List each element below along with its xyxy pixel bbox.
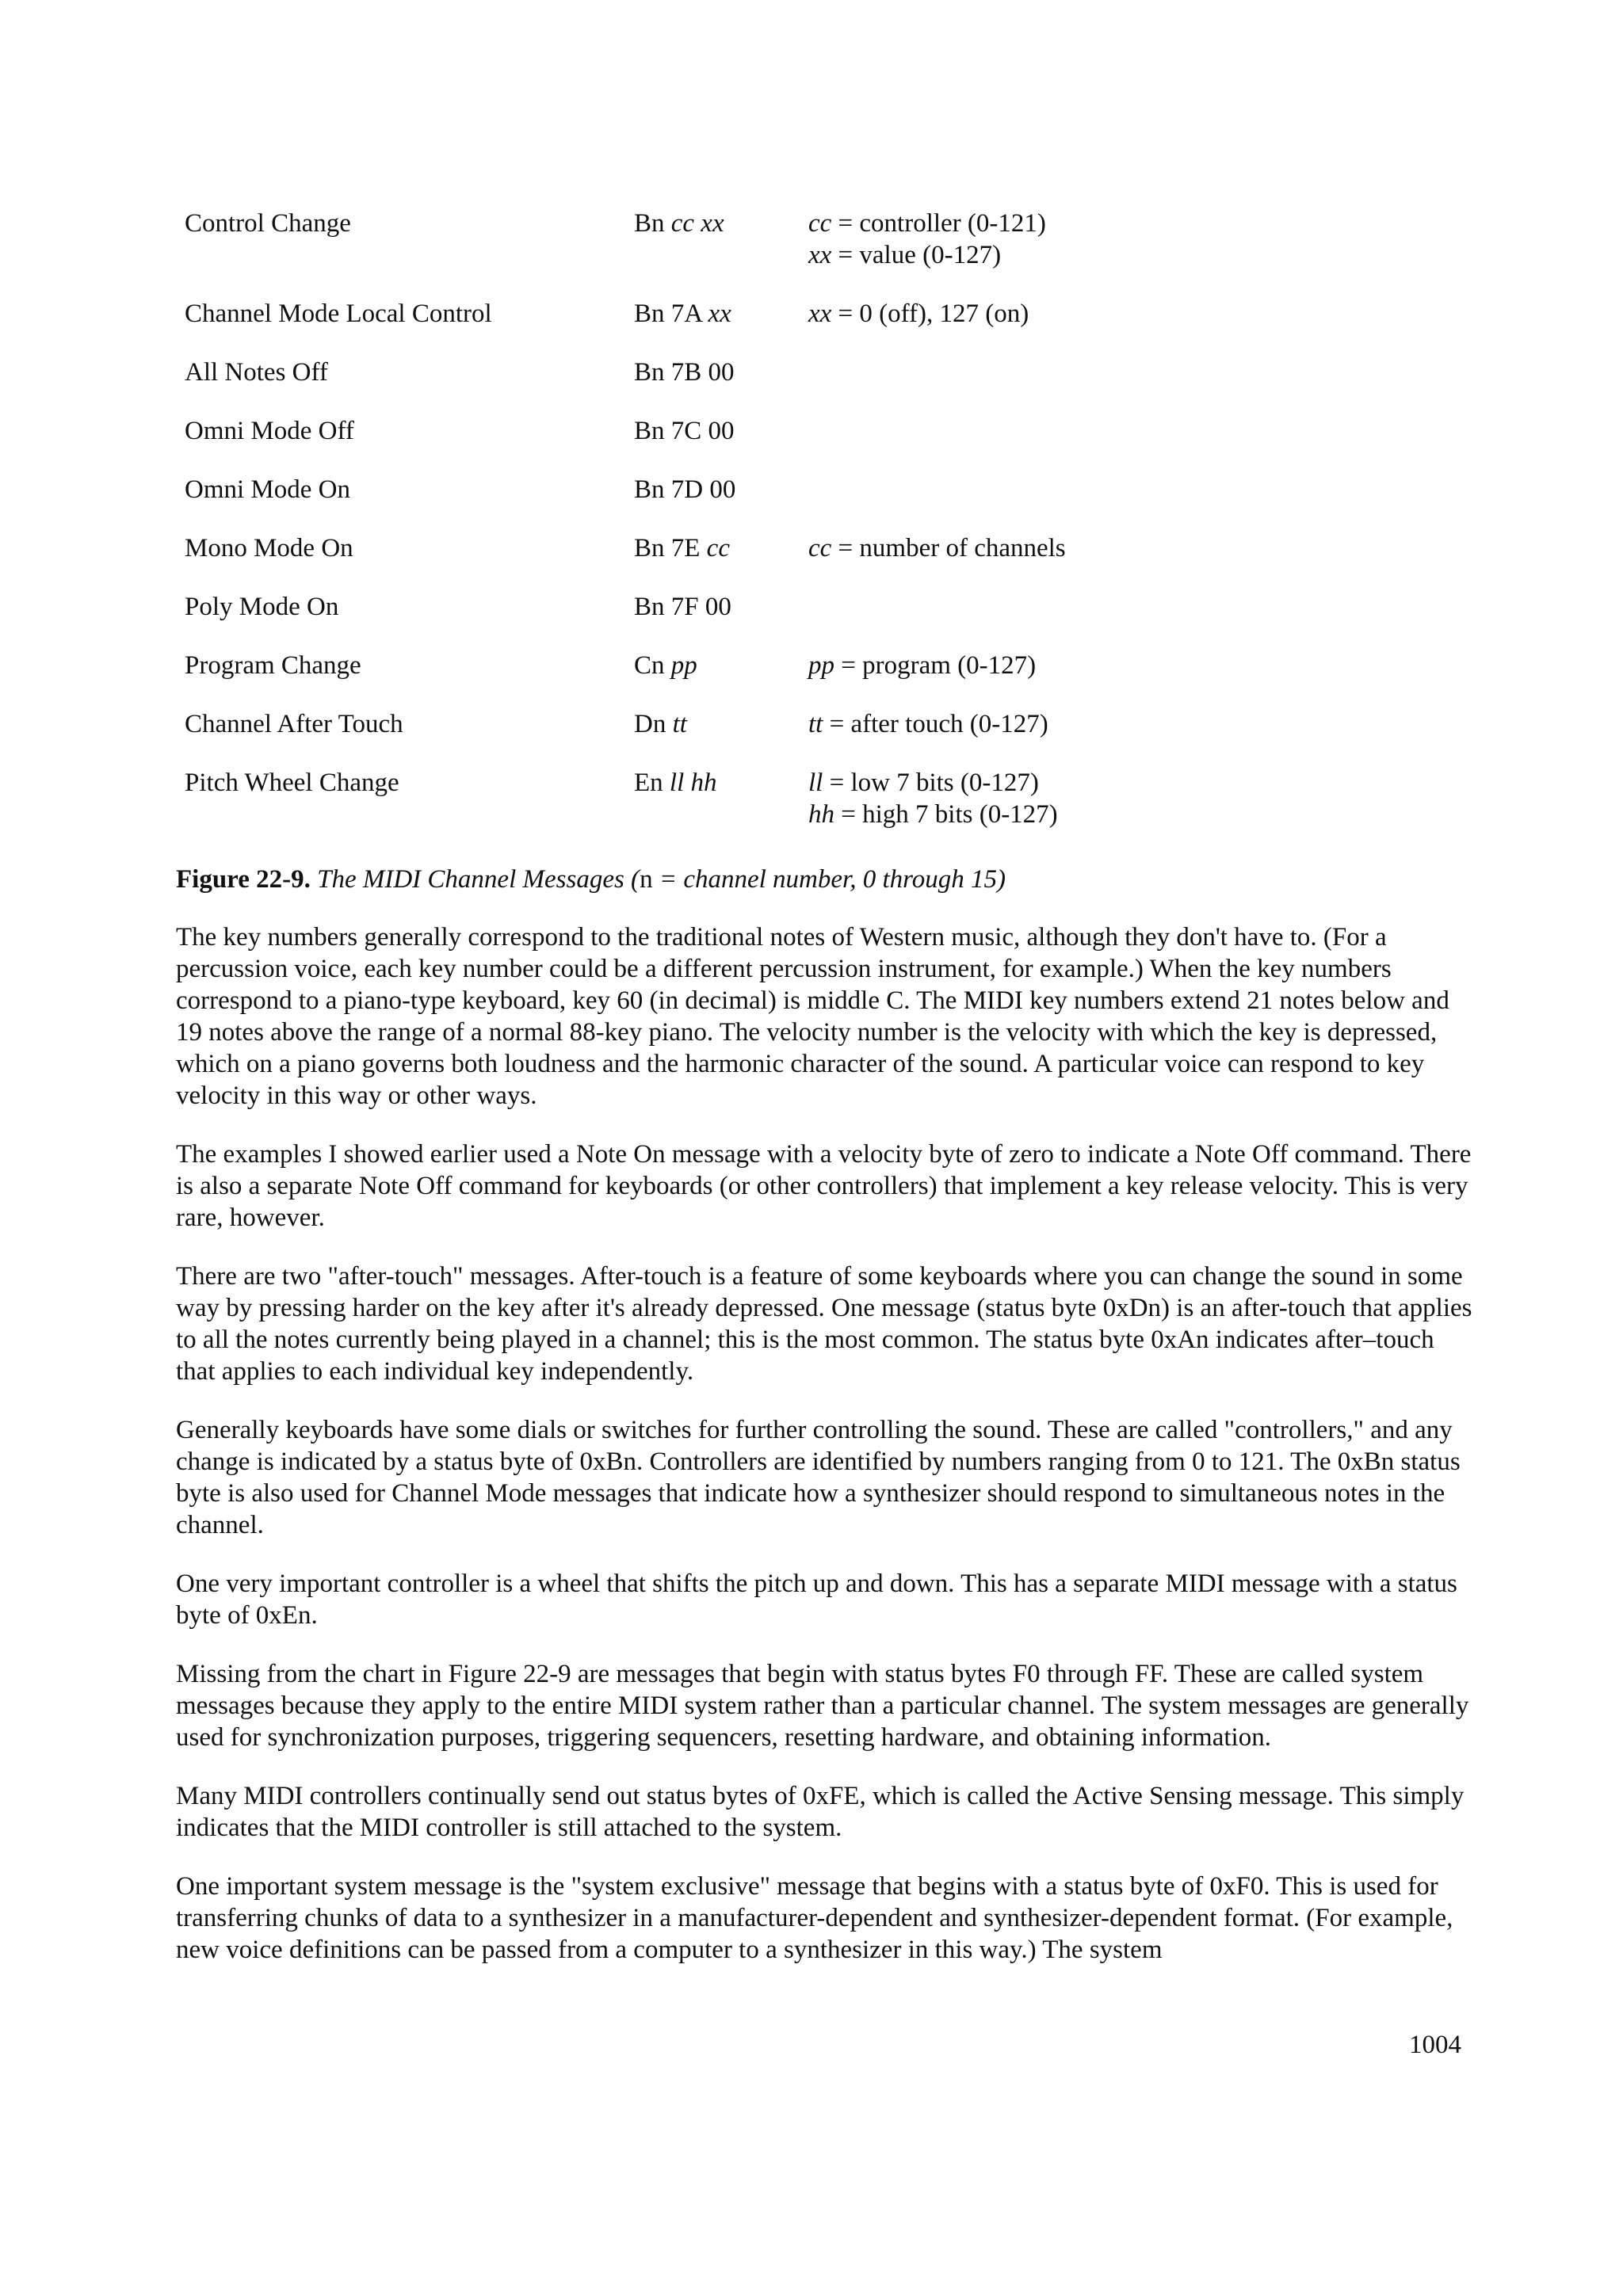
description-line bbox=[808, 239, 1453, 271]
message-name: Program Change bbox=[185, 651, 361, 680]
message-description bbox=[808, 591, 1453, 623]
description-variable: cc bbox=[808, 209, 832, 238]
table-row bbox=[185, 208, 1453, 271]
bytes-variable: ll hh bbox=[669, 769, 717, 797]
bytes-fixed: Bn 7A bbox=[634, 299, 708, 328]
description-variable: xx bbox=[808, 299, 832, 328]
message-description bbox=[808, 357, 1453, 388]
message-name: Omni Mode Off bbox=[185, 417, 354, 445]
message-name: Control Change bbox=[185, 209, 351, 238]
paragraph: Missing from the chart in Figure 22-9 are messages that begin with status bytes F0 through FF. These are called system messages because they apply to the entire MIDI system rather than a particular channel. The system messages are generally used for synchronization purposes, triggering sequencers, resetting hardware, and obtaining information. bbox=[176, 1660, 1469, 1752]
message-bytes bbox=[634, 650, 808, 681]
table-row bbox=[185, 298, 1453, 330]
bytes-variable: xx bbox=[708, 299, 731, 328]
description-line bbox=[808, 708, 1453, 740]
paragraph: Many MIDI controllers continually send out status bytes of 0xFE, which is called the Active Sensing message. This simply indicates that the MIDI controller is still attached to the system. bbox=[176, 1782, 1465, 1842]
message-bytes bbox=[634, 767, 808, 830]
message-description bbox=[808, 650, 1453, 681]
paragraph: Generally keyboards have some dials or switches for further controlling the sound. These are called "controllers," and any change is indicated by a status byte of 0xBn. Controllers are identified by numbers ranging from 0 to 121. The 0xBn status byte is also used for Channel Mode messages that indicate how a synthesizer should respond to simultaneous notes in the channel. bbox=[176, 1416, 1461, 1539]
paragraph: One very important controller is a wheel that shifts the pitch up and down. This has a separate MIDI message with a status byte of 0xEn. bbox=[176, 1569, 1457, 1630]
message-name: Channel Mode Local Control bbox=[185, 299, 492, 328]
bytes-fixed: Bn bbox=[634, 209, 671, 238]
description-line bbox=[808, 650, 1453, 681]
message-bytes bbox=[634, 208, 808, 271]
description-line bbox=[808, 799, 1453, 830]
description-variable: xx bbox=[808, 241, 832, 269]
description-text: = low 7 bits (0-127) bbox=[823, 769, 1039, 797]
message-bytes bbox=[634, 708, 808, 740]
bytes-fixed: Bn 7E bbox=[634, 534, 707, 563]
paragraph: One important system message is the "system exclusive" message that begins with a status byte of 0xF0. This is used for transferring chunks of data to a synthesizer in a manufacturer-dependent and synthesizer-dependent format. (For example, new voice definitions can be passed from a computer to a synthesizer in this way.) The system bbox=[176, 1872, 1453, 1964]
figure-caption bbox=[176, 864, 1476, 895]
bytes-variable: tt bbox=[672, 710, 687, 738]
bytes-fixed: Bn 7B 00 bbox=[634, 358, 735, 387]
description-variable: cc bbox=[808, 534, 832, 563]
message-description bbox=[808, 298, 1453, 330]
message-bytes bbox=[634, 357, 808, 388]
table-row bbox=[185, 767, 1453, 830]
bytes-fixed: Bn 7F 00 bbox=[634, 593, 731, 621]
bytes-fixed: Dn bbox=[634, 710, 673, 738]
description-text: = after touch (0-127) bbox=[823, 710, 1048, 738]
message-description bbox=[808, 708, 1453, 740]
description-line bbox=[808, 767, 1453, 799]
description-line bbox=[808, 298, 1453, 330]
table-row bbox=[185, 532, 1453, 564]
table-row bbox=[185, 650, 1453, 681]
bytes-fixed: En bbox=[634, 769, 670, 797]
message-name: Omni Mode On bbox=[185, 475, 350, 504]
body-text bbox=[176, 921, 1476, 1993]
description-text: = high 7 bits (0-127) bbox=[834, 800, 1058, 829]
bytes-fixed: Bn 7D 00 bbox=[634, 475, 736, 504]
message-bytes bbox=[634, 532, 808, 564]
description-text: = value (0-127) bbox=[831, 241, 1002, 269]
description-variable: ll bbox=[808, 769, 823, 797]
description-variable: hh bbox=[808, 800, 834, 829]
midi-channel-messages-table bbox=[185, 208, 1453, 857]
description-text: = program (0-127) bbox=[834, 651, 1037, 680]
figure-title-before: The MIDI Channel Messages ( bbox=[310, 865, 640, 894]
description-text: = number of channels bbox=[831, 534, 1066, 563]
message-name: Mono Mode On bbox=[185, 534, 353, 563]
message-bytes bbox=[634, 474, 808, 505]
bytes-fixed: Cn bbox=[634, 651, 671, 680]
description-line bbox=[808, 532, 1453, 564]
bytes-variable: cc bbox=[706, 534, 730, 563]
message-description bbox=[808, 415, 1453, 447]
message-name: Pitch Wheel Change bbox=[185, 769, 399, 797]
bytes-fixed: Bn 7C 00 bbox=[634, 417, 735, 445]
message-description bbox=[808, 474, 1453, 505]
message-description bbox=[808, 532, 1453, 564]
message-name: Poly Mode On bbox=[185, 593, 339, 621]
page-number: 1004 bbox=[1409, 2031, 1461, 2059]
message-name: Channel After Touch bbox=[185, 710, 403, 738]
table-row bbox=[185, 474, 1453, 505]
figure-label: Figure 22-9. bbox=[176, 865, 311, 894]
description-line bbox=[808, 208, 1453, 239]
description-variable: tt bbox=[808, 710, 823, 738]
figure-title-after: = channel number, 0 through 15) bbox=[652, 865, 1006, 894]
message-description bbox=[808, 767, 1453, 830]
description-text: = controller (0-121) bbox=[831, 209, 1046, 238]
table-row bbox=[185, 357, 1453, 388]
message-name: All Notes Off bbox=[185, 358, 328, 387]
bytes-variable: cc xx bbox=[670, 209, 724, 238]
message-bytes bbox=[634, 298, 808, 330]
figure-title-var: n bbox=[640, 865, 653, 894]
table-row bbox=[185, 708, 1453, 740]
message-description bbox=[808, 208, 1453, 271]
bytes-variable: pp bbox=[670, 651, 697, 680]
paragraph: The key numbers generally correspond to the traditional notes of Western music, although they don't have to. (For a percussion voice, each key number could be a different percussion instrument, for example.) When the key numbers correspond to a piano-type keyboard, key 60 (in decimal) is middle C. The MIDI key numbers extend 21 notes below and 19 notes above the range of a normal 88-key piano. The velocity number is the velocity with which the key is depressed, which on a piano governs both loudness and the harmonic character of the sound. A particular voice can respond to key velocity in this way or other ways. bbox=[176, 923, 1449, 1110]
message-bytes bbox=[634, 591, 808, 623]
description-variable: pp bbox=[808, 651, 834, 680]
description-text: = 0 (off), 127 (on) bbox=[831, 299, 1029, 328]
paragraph: The examples I showed earlier used a Note On message with a velocity byte of zero to indicate a Note Off command. There is also a separate Note Off command for keyboards (or other controllers) that implement a key release velocity. This is very rare, however. bbox=[176, 1140, 1472, 1232]
paragraph: There are two "after-touch" messages. After-touch is a feature of some keyboards where you can change the sound in some way by pressing harder on the key after it's already depressed. One message (status byte 0xDn) is an after-touch that applies to all the notes currently being played in a channel; this is the most common. The status byte 0xAn indicates after–touch that applies to each individual key independently. bbox=[176, 1262, 1472, 1386]
table-row bbox=[185, 591, 1453, 623]
message-bytes bbox=[634, 415, 808, 447]
table-row bbox=[185, 415, 1453, 447]
